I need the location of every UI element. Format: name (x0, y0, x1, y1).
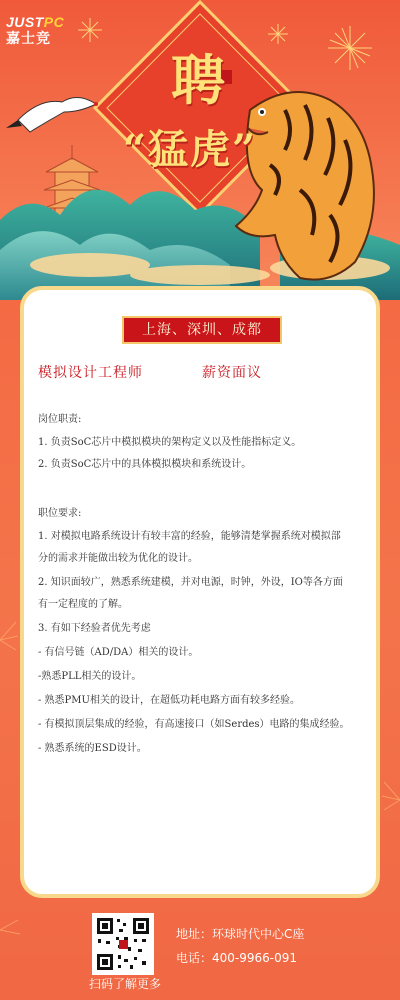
phone-text[interactable]: 电话：400-9966-091 (176, 951, 298, 965)
footer (0, 905, 400, 1000)
hero-title: 聘 (171, 48, 225, 112)
logo-text-en: JUST (6, 14, 44, 30)
requirement-item: - 有模拟顶层集成的经验，有高速接口（如Serdes）电路的集成经验。 (38, 719, 350, 730)
qr-logo-icon (119, 940, 128, 949)
job-title: 模拟设计工程师 (38, 365, 143, 381)
requirement-item: -熟悉PLL相关的设计。 (38, 671, 142, 682)
hero-subtitle: “猛虎” (122, 126, 257, 173)
duty-item: 1. 负责SoC芯片中模拟模块的架构定义以及性能指标定义。 (38, 437, 302, 448)
hero-banner (0, 0, 400, 300)
requirement-item: 有一定程度的了解。 (38, 599, 128, 610)
requirements-heading: 职位要求: (38, 508, 82, 519)
job-card (20, 286, 380, 898)
salary-text: 薪资面议 (202, 365, 262, 381)
scan-hint: 扫码了解更多 (88, 977, 161, 991)
requirement-item: 分的需求并能做出较为优化的设计。 (38, 553, 198, 564)
logo-text-cn: 嘉士竞 (6, 31, 51, 47)
duties-heading: 岗位职责: (38, 414, 82, 425)
requirement-item: - 熟悉系统的ESD设计。 (38, 743, 147, 754)
address-text: 地址：环球时代中心C座 (176, 927, 305, 941)
qr-code[interactable] (92, 913, 154, 975)
requirement-item: - 熟悉PMU相关的设计，在超低功耗电路方面有较多经验。 (38, 695, 300, 706)
cities-banner: 上海、深圳、成都 (122, 316, 282, 344)
duty-item: 2. 负责SoC芯片中的具体模拟模块和系统设计。 (38, 459, 252, 470)
requirement-item: 3. 有如下经验者优先考虑 (38, 623, 151, 634)
requirement-item: 1. 对模拟电路系统设计有较丰富的经验，能够清楚掌握系统对模拟部 (38, 531, 341, 542)
requirement-item: 2. 知识面较广，熟悉系统建模，并对电源，时钟，外设，IO等各方面 (38, 577, 343, 588)
requirement-item: - 有信号链（AD/DA）相关的设计。 (38, 647, 199, 658)
logo-text-en-accent: PC (43, 14, 65, 30)
